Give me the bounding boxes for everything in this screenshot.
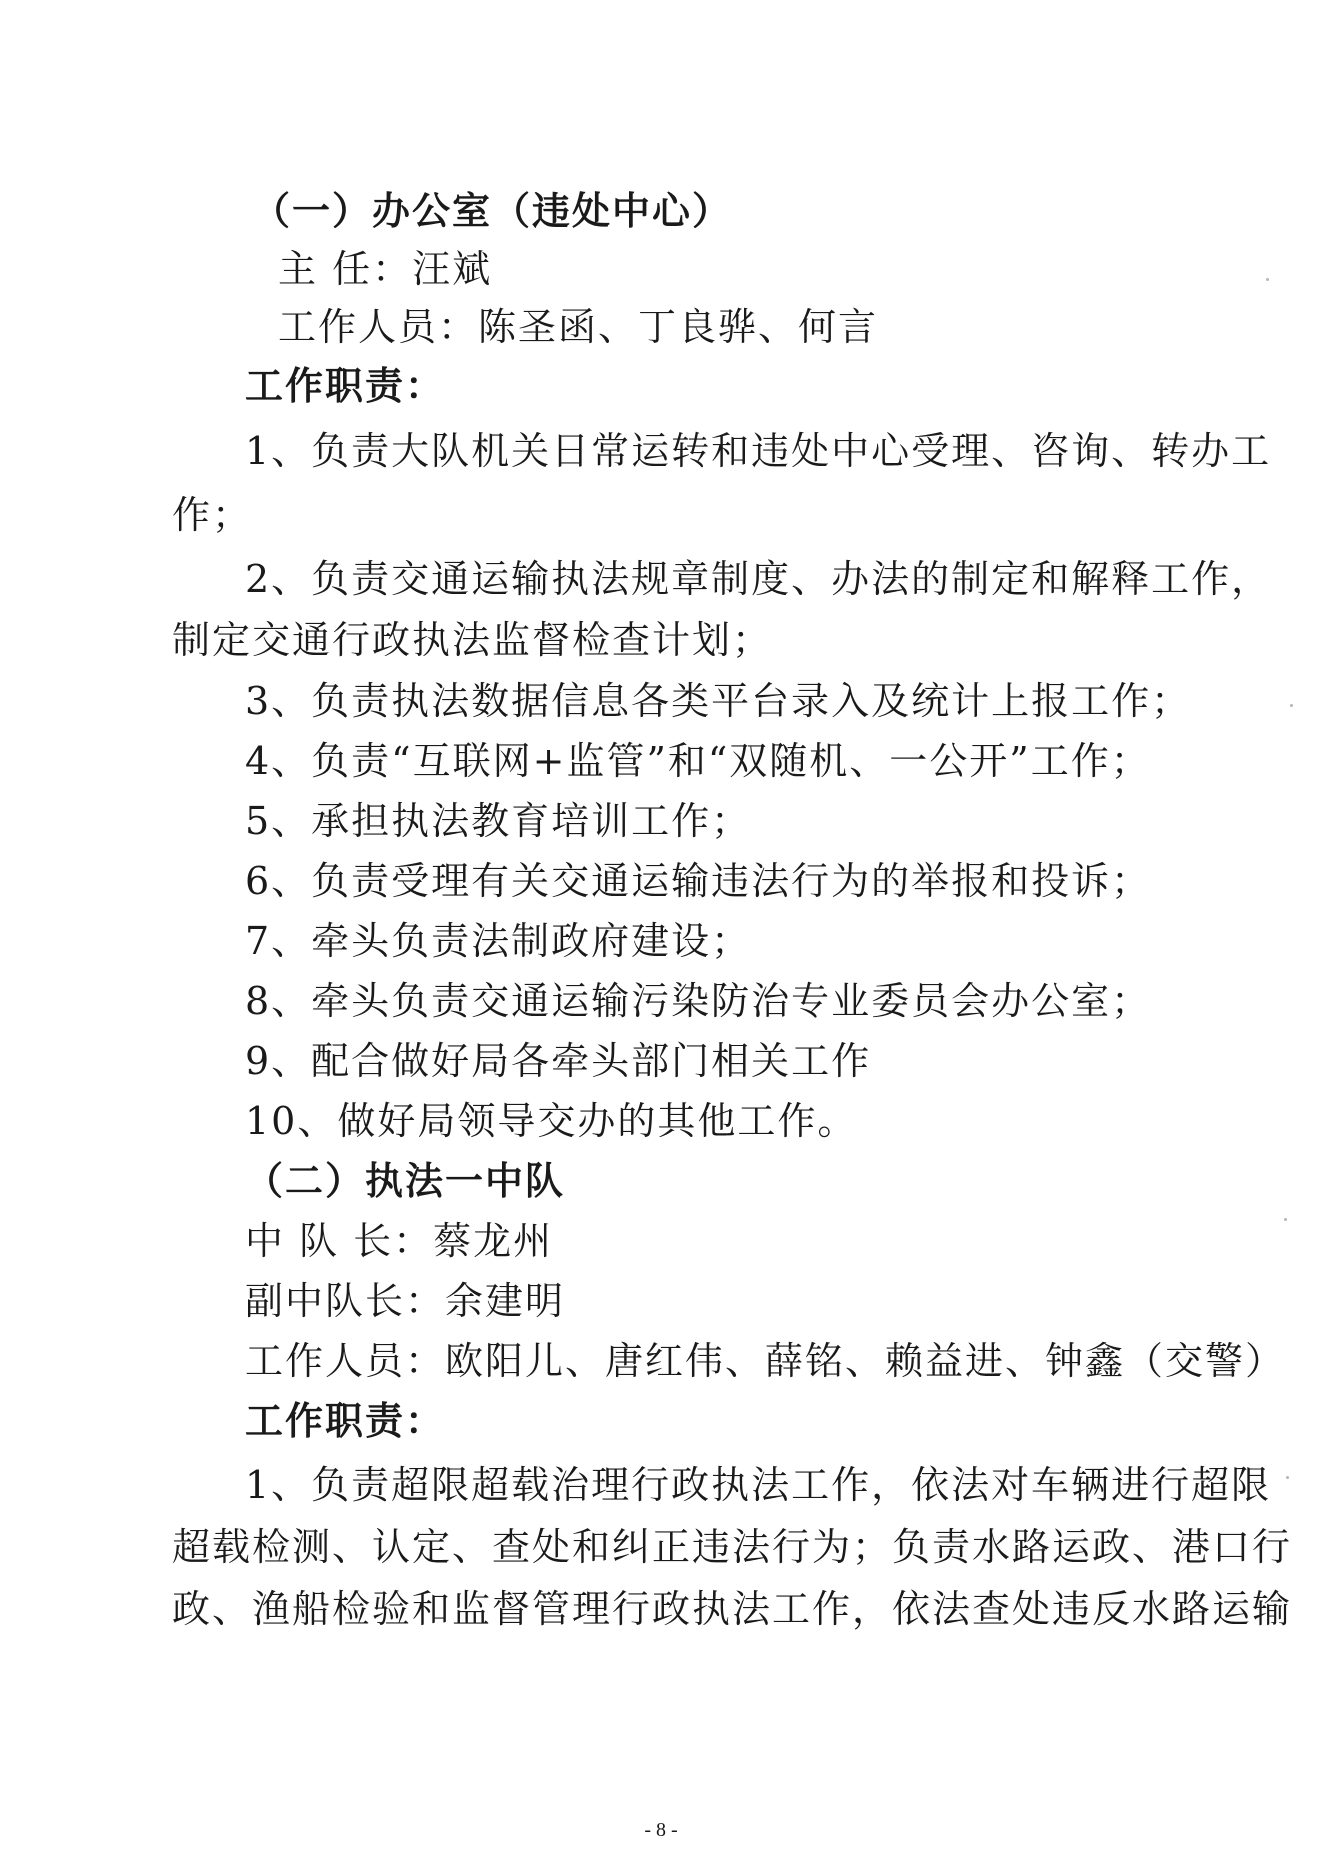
section1-director: 主 任：汪斌 (278, 247, 493, 291)
section1-duty-line: 6、负责受理有关交通运输违法行为的举报和投诉； (245, 859, 1152, 903)
section2-duty-line: 1、负责超限超载治理行政执法工作，依法对车辆进行超限 (245, 1463, 1272, 1507)
section2-duty-line: 超载检测、认定、查处和纠正违法行为；负责水路运政、港口行 (172, 1525, 1293, 1569)
section2-staff: 工作人员：欧阳儿、唐红伟、薛铭、赖益进、钟鑫（交警） (245, 1339, 1286, 1383)
section2-vice-captain: 副中队长：余建明 (245, 1279, 566, 1323)
section1-duty-line: 4、负责“互联网+监管”和“双随机、一公开”工作； (245, 739, 1151, 783)
scan-speckle (1266, 278, 1269, 281)
section1-duty-line: 7、牵头负责法制政府建设； (245, 919, 752, 963)
section1-duty-line: 3、负责执法数据信息各类平台录入及统计上报工作； (245, 679, 1192, 723)
section2-duty-line: 政、渔船检验和监督管理行政执法工作，依法查处违反水路运输 (172, 1587, 1293, 1631)
section1-duties-title: 工作职责： (245, 364, 446, 408)
section1-duty-line: 作； (172, 493, 253, 537)
section2-duties-title: 工作职责： (245, 1399, 446, 1443)
section1-duty-line: 8、牵头负责交通运输污染防治专业委员会办公室； (245, 979, 1152, 1023)
scan-speckle (1290, 704, 1293, 707)
section1-duty-line: 9、配合做好局各牵头部门相关工作 (245, 1039, 872, 1083)
section1-duty-line: 制定交通行政执法监督检查计划； (172, 618, 773, 662)
section1-duty-line: 1、负责大队机关日常运转和违处中心受理、咨询、转办工 (245, 429, 1272, 473)
section1-duty-line: 2、负责交通运输执法规章制度、办法的制定和解释工作， (245, 557, 1272, 601)
scan-speckle (1284, 1218, 1287, 1221)
section1-staff: 工作人员：陈圣函、丁良骅、何言 (278, 305, 879, 349)
section2-heading: （二）执法一中队 (245, 1159, 566, 1203)
section2-captain: 中 队 长：蔡龙州 (245, 1219, 554, 1263)
scan-speckle (1286, 1476, 1289, 1479)
section1-duty-line: 5、承担执法教育培训工作； (245, 799, 752, 843)
section1-duty-line: 10、做好局领导交办的其他工作。 (245, 1099, 858, 1143)
page-number: - 8 - (644, 1819, 678, 1841)
section1-heading: （一）办公室（违处中心） (252, 189, 733, 233)
